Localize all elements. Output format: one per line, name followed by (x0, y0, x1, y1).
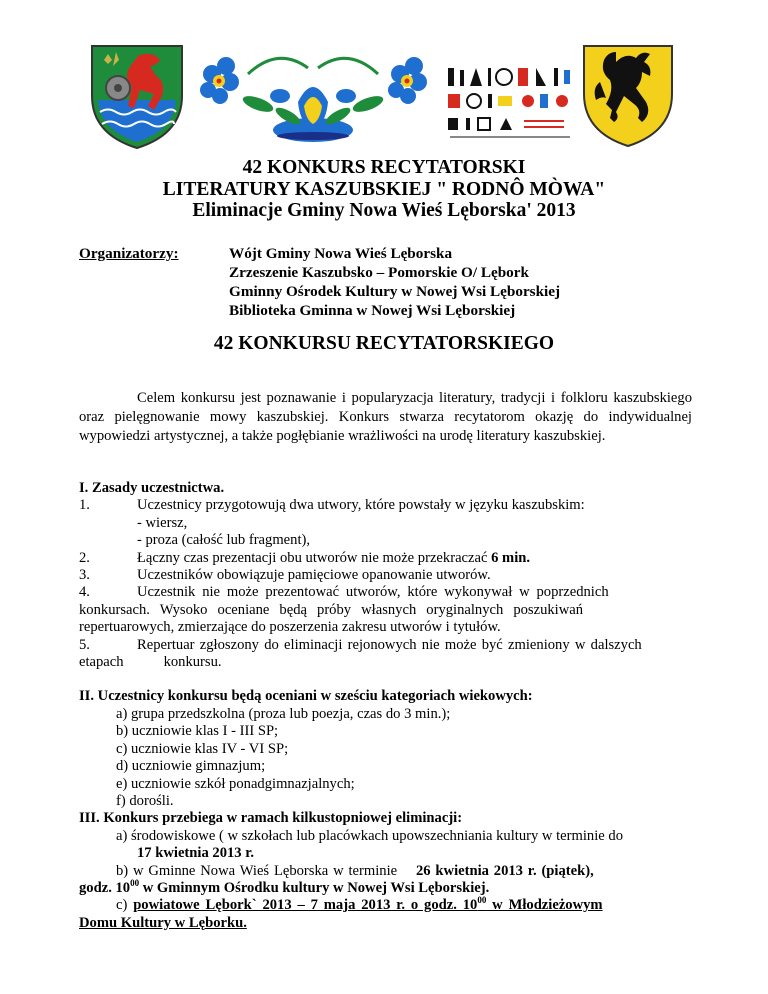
rule-4-line-2: konkursach. Wysoko oceniane będą próby własnych oryginalnych poszukiwań (79, 601, 584, 618)
category-item: f) dorośli. (116, 792, 174, 809)
rule-5 (79, 637, 692, 654)
kashubian-alphabet-symbols-icon (444, 64, 576, 146)
organizer-item: Biblioteka Gminna w Nowej Wsi Lęborskiej (229, 302, 516, 319)
rule-1-item-poem: - wiersz, (137, 514, 188, 531)
title-line-1: 42 KONKURS RECYTATORSKI (242, 157, 526, 178)
rule-text: Uczestników obowiązuje pamięciowe opanowanie utworów. (137, 567, 491, 584)
stage-b-line-2 (79, 880, 692, 897)
rule-number: 3. (79, 567, 90, 584)
rule-4 (79, 584, 692, 601)
header-graphics (0, 42, 768, 152)
organizer-item: Zrzeszenie Kaszubsko – Pomorskie O/ Lębork (229, 264, 529, 281)
stage-b-time-sup: 00 (130, 878, 140, 889)
section-1-heading: I. Zasady uczestnictwa. (79, 480, 225, 496)
rule-5-word: konkursu. (163, 654, 222, 671)
rule-2 (79, 550, 692, 567)
section-2-heading: II. Uczestnicy konkursu będą oceniani w sześciu kategoriach wiekowych: (79, 688, 533, 705)
rule-time-limit: 6 min. (491, 549, 531, 566)
title-line-2: LITERATURY KASZUBSKIEJ " RODNÔ MÒWA" (162, 178, 606, 200)
category-item: b) uczniowie klas I - III SP; (116, 723, 279, 740)
rule-number: 1. (79, 497, 90, 514)
stage-c-prefix: c) (116, 897, 134, 914)
rule-number: 5. (79, 636, 90, 653)
intro-paragraph: Celem konkursu jest poznawanie i popularyzacja literatury, tradycji i folkloru kaszubskiego oraz pielęgnowanie mowy kaszubskiej. Konkurs stwarza recytatorom okazję do indywidualnej wypowiedzi artystycznej, a także pogłębianie wrażliwości na urodę literatury kaszubskiej. (79, 390, 692, 444)
stage-c-line-2: Domu Kultury w Lęborku. (79, 914, 247, 931)
stage-c-line-1 (79, 897, 692, 914)
rule-number: 4. (79, 584, 90, 601)
organizer-item: Wójt Gminy Nowa Wieś Lęborska (229, 245, 453, 262)
rule-4-line-3: repertuarowych, zmierzające do poszerzenia zakresu utworów i tytułów. (79, 619, 501, 636)
rule-5-line-2 (79, 654, 692, 671)
document-subtitle: 42 KONKURSU RECYTATORSKIEGO (213, 333, 555, 354)
category-item: d) uczniowie gimnazjum; (116, 758, 266, 775)
rule-5-word: etapach (79, 654, 124, 671)
category-item: e) uczniowie szkół ponadgimnazjalnych; (116, 775, 355, 792)
category-item: c) uczniowie klas IV - VI SP; (116, 740, 289, 757)
organizer-item: Gminny Ośrodek Kultury w Nowej Wsi Lęborskiej (229, 283, 561, 300)
rule-number: 2. (79, 549, 90, 566)
pomeranian-griffin-coat-of-arms-icon (580, 42, 676, 148)
organizers-label: Organizatorzy: (79, 245, 179, 262)
rule-text: Łączny czas prezentacji obu utworów nie może przekraczać (137, 549, 492, 566)
stage-c-text (133, 897, 602, 913)
stage-b-time: godz. 10 (79, 879, 131, 896)
rule-1-item-prose: - proza (całość lub fragment), (137, 532, 311, 549)
stage-c-time-sup: 00 (477, 895, 487, 906)
stage-b-date: 26 kwietnia 2013 r. (piątek), (415, 862, 594, 879)
gmina-coat-of-arms-icon (88, 42, 186, 150)
stage-c-place: w Młodzieżowym (486, 897, 603, 914)
rule-text: Repertuar zgłoszony do eliminacji rejonowych nie może być zmieniony w dalszych (137, 636, 642, 653)
organizers-list (229, 244, 560, 320)
stage-b-text: b) w Gminne Nowa Wieś Lęborska w terminie (116, 862, 402, 879)
title-line-3: Eliminacje Gminy Nowa Wieś Lęborska' 2013 (192, 200, 576, 221)
stage-b-place: w Gminnym Ośrodku kultury w Nowej Wsi Lęborskiej. (139, 879, 490, 896)
stage-b-line-1 (79, 863, 692, 880)
rule-text: Uczestnicy przygotowują dwa utwory, które powstały w języku kaszubskim: (137, 497, 585, 514)
document-body (79, 480, 692, 932)
rule-1 (79, 497, 692, 514)
stage-a-line-1: a) środowiskowe ( w szkołach lub placówkach upowszechniania kultury w terminie do (116, 827, 623, 844)
stage-a-date: 17 kwietnia 2013 r. (137, 845, 255, 862)
category-item: a) grupa przedszkolna (proza lub poezja, czas do 3 min.); (116, 705, 451, 722)
rule-3 (79, 567, 692, 584)
stage-c-main: powiatowe Lębork` 2013 – 7 maja 2013 r. o godz. 10 (133, 897, 478, 914)
kashubian-flower-ornament-icon (188, 44, 438, 144)
section-3-heading: III. Konkurs przebiega w ramach kilkustopniowej eliminacji: (79, 810, 463, 827)
document-title (0, 157, 768, 222)
rule-text: Uczestnik nie może prezentować utworów, które wykonywał w poprzednich (137, 584, 609, 601)
